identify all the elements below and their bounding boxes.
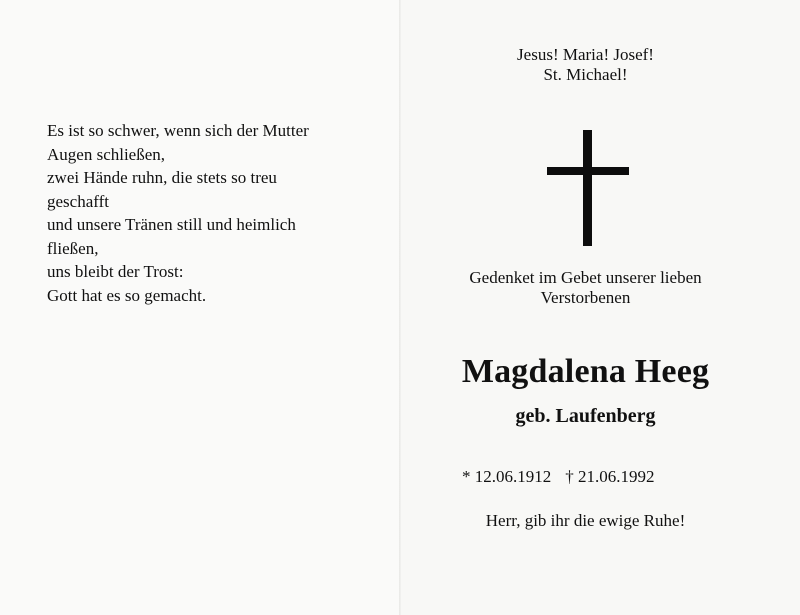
poem-line: geschafft bbox=[47, 191, 109, 211]
poem-line: fließen, bbox=[47, 238, 99, 258]
closing-prayer: Herr, gib ihr die ewige Ruhe! bbox=[485, 511, 686, 530]
poem-line: uns bleibt der Trost: bbox=[47, 262, 184, 281]
maiden-name: geb. Laufenberg bbox=[515, 405, 656, 427]
poem-line: zwei Hände ruhn, die stets so treu bbox=[47, 168, 277, 187]
prayer-request-line: Gedenket im Gebet unserer lieben bbox=[469, 268, 702, 287]
poem-line: Es ist so schwer, wenn sich der Mutter bbox=[47, 121, 309, 140]
prayer-request bbox=[401, 268, 770, 308]
show-through bbox=[240, 60, 245, 81]
poem-line: Augen schließen, bbox=[47, 144, 166, 164]
birth-date: * 12.06.1912 bbox=[462, 467, 552, 486]
poem bbox=[47, 119, 377, 307]
death-date: † 21.06.1992 bbox=[565, 467, 655, 486]
poem-line: Gott hat es so gemacht. bbox=[47, 285, 207, 305]
invocation bbox=[401, 45, 770, 85]
latin-cross-icon bbox=[547, 130, 629, 246]
deceased-name: Magdalena Heeg bbox=[461, 353, 710, 390]
prayer-request-line: Verstorbenen bbox=[540, 288, 631, 307]
invocation-line: St. Michael! bbox=[543, 65, 628, 84]
poem-line: und unsere Tränen still und heimlich bbox=[47, 215, 296, 234]
invocation-line: Jesus! Maria! Josef! bbox=[517, 45, 654, 64]
life-dates bbox=[462, 466, 762, 488]
